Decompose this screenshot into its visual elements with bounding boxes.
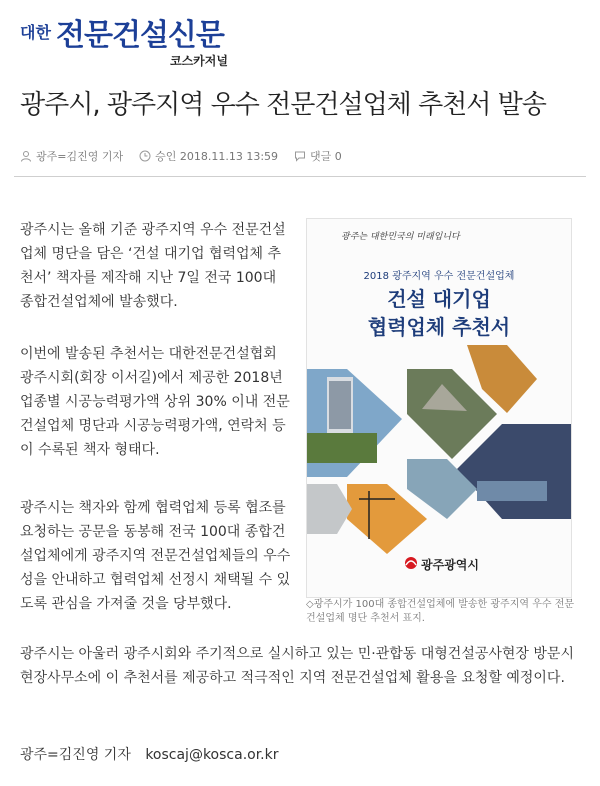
meta-divider xyxy=(14,176,586,177)
byline-reporter: 광주=김진영 기자 xyxy=(20,747,131,763)
logo-small-text: 대한 xyxy=(20,23,51,42)
cover-title-line2: 협력업체 추천서 xyxy=(367,315,511,339)
clock-icon xyxy=(139,150,151,162)
approved-time: 승인 2018.11.13 13:59 xyxy=(155,150,279,163)
cover-title-line1: 건설 대기업 xyxy=(387,287,491,311)
article-meta xyxy=(20,146,358,166)
book-cover-image[interactable] xyxy=(306,218,572,598)
paragraph-3: 광주시는 책자와 함께 협력업체 등록 협조를 요청하는 공문을 동봉해 전국 100대 종합건설업체에게 광주지역 전문건설업체들의 우수성을 안내하고 협력업체 선정시 채택될 수 있도록 관심을 가져줄 것을 당부했다. xyxy=(20,500,291,612)
article-byline xyxy=(20,744,289,764)
comment-icon xyxy=(294,150,306,162)
author-meta xyxy=(20,148,123,164)
article-headline: 광주시, 광주지역 우수 전문건설업체 추천서 발송 xyxy=(20,90,546,120)
person-icon xyxy=(20,150,32,162)
paragraph-2: 이번에 발송된 추천서는 대한전문건설협회 광주시회(회장 이서길)에서 제공한 2018년 업종별 시공능력평가액 상위 30% 이내 전문건설업체 명단과 시공능력평가액, 연락처 등이 수록된 책자 형태다. xyxy=(20,346,290,458)
cover-city-name: 광주광역시 xyxy=(421,558,479,572)
byline-email[interactable]: koscaj@kosca.or.kr xyxy=(145,747,279,763)
image-caption: ◇광주시가 100대 종합건설업체에 발송한 광주지역 우수 전문건설업체 명단 추천서 표지. xyxy=(306,599,575,624)
comment-count[interactable]: 댓글 0 xyxy=(310,150,342,163)
comments-meta xyxy=(294,148,342,164)
paragraph-4: 광주시는 아울러 광주시회와 주기적으로 실시하고 있는 민·관합동 대형건설공사현장 방문시 현장사무소에 이 추천서를 제공하고 적극적인 지역 전문건설업체 활용을 요청할 예정이다. xyxy=(20,646,574,686)
author-name[interactable]: 광주=김진영 기자 xyxy=(36,150,124,163)
logo-sub-text: 코스카저널 xyxy=(170,54,228,68)
logo-main-text: 전문건설신문 xyxy=(56,18,224,53)
paragraph-1: 광주시는 올해 기준 광주지역 우수 전문건설업체 명단을 담은 ‘건설 대기업 협력업체 추천서’ 책자를 제작해 지난 7일 전국 100대 종합건설업체에 발송했다. xyxy=(20,222,286,310)
city-logo-mark xyxy=(405,557,417,569)
masthead-logo[interactable] xyxy=(20,8,250,70)
cover-year-line: 2018 광주지역 우수 전문건설업체 xyxy=(363,271,515,282)
time-meta xyxy=(139,148,278,164)
cover-slogan: 광주는 대한민국의 미래입니다 xyxy=(341,232,460,242)
